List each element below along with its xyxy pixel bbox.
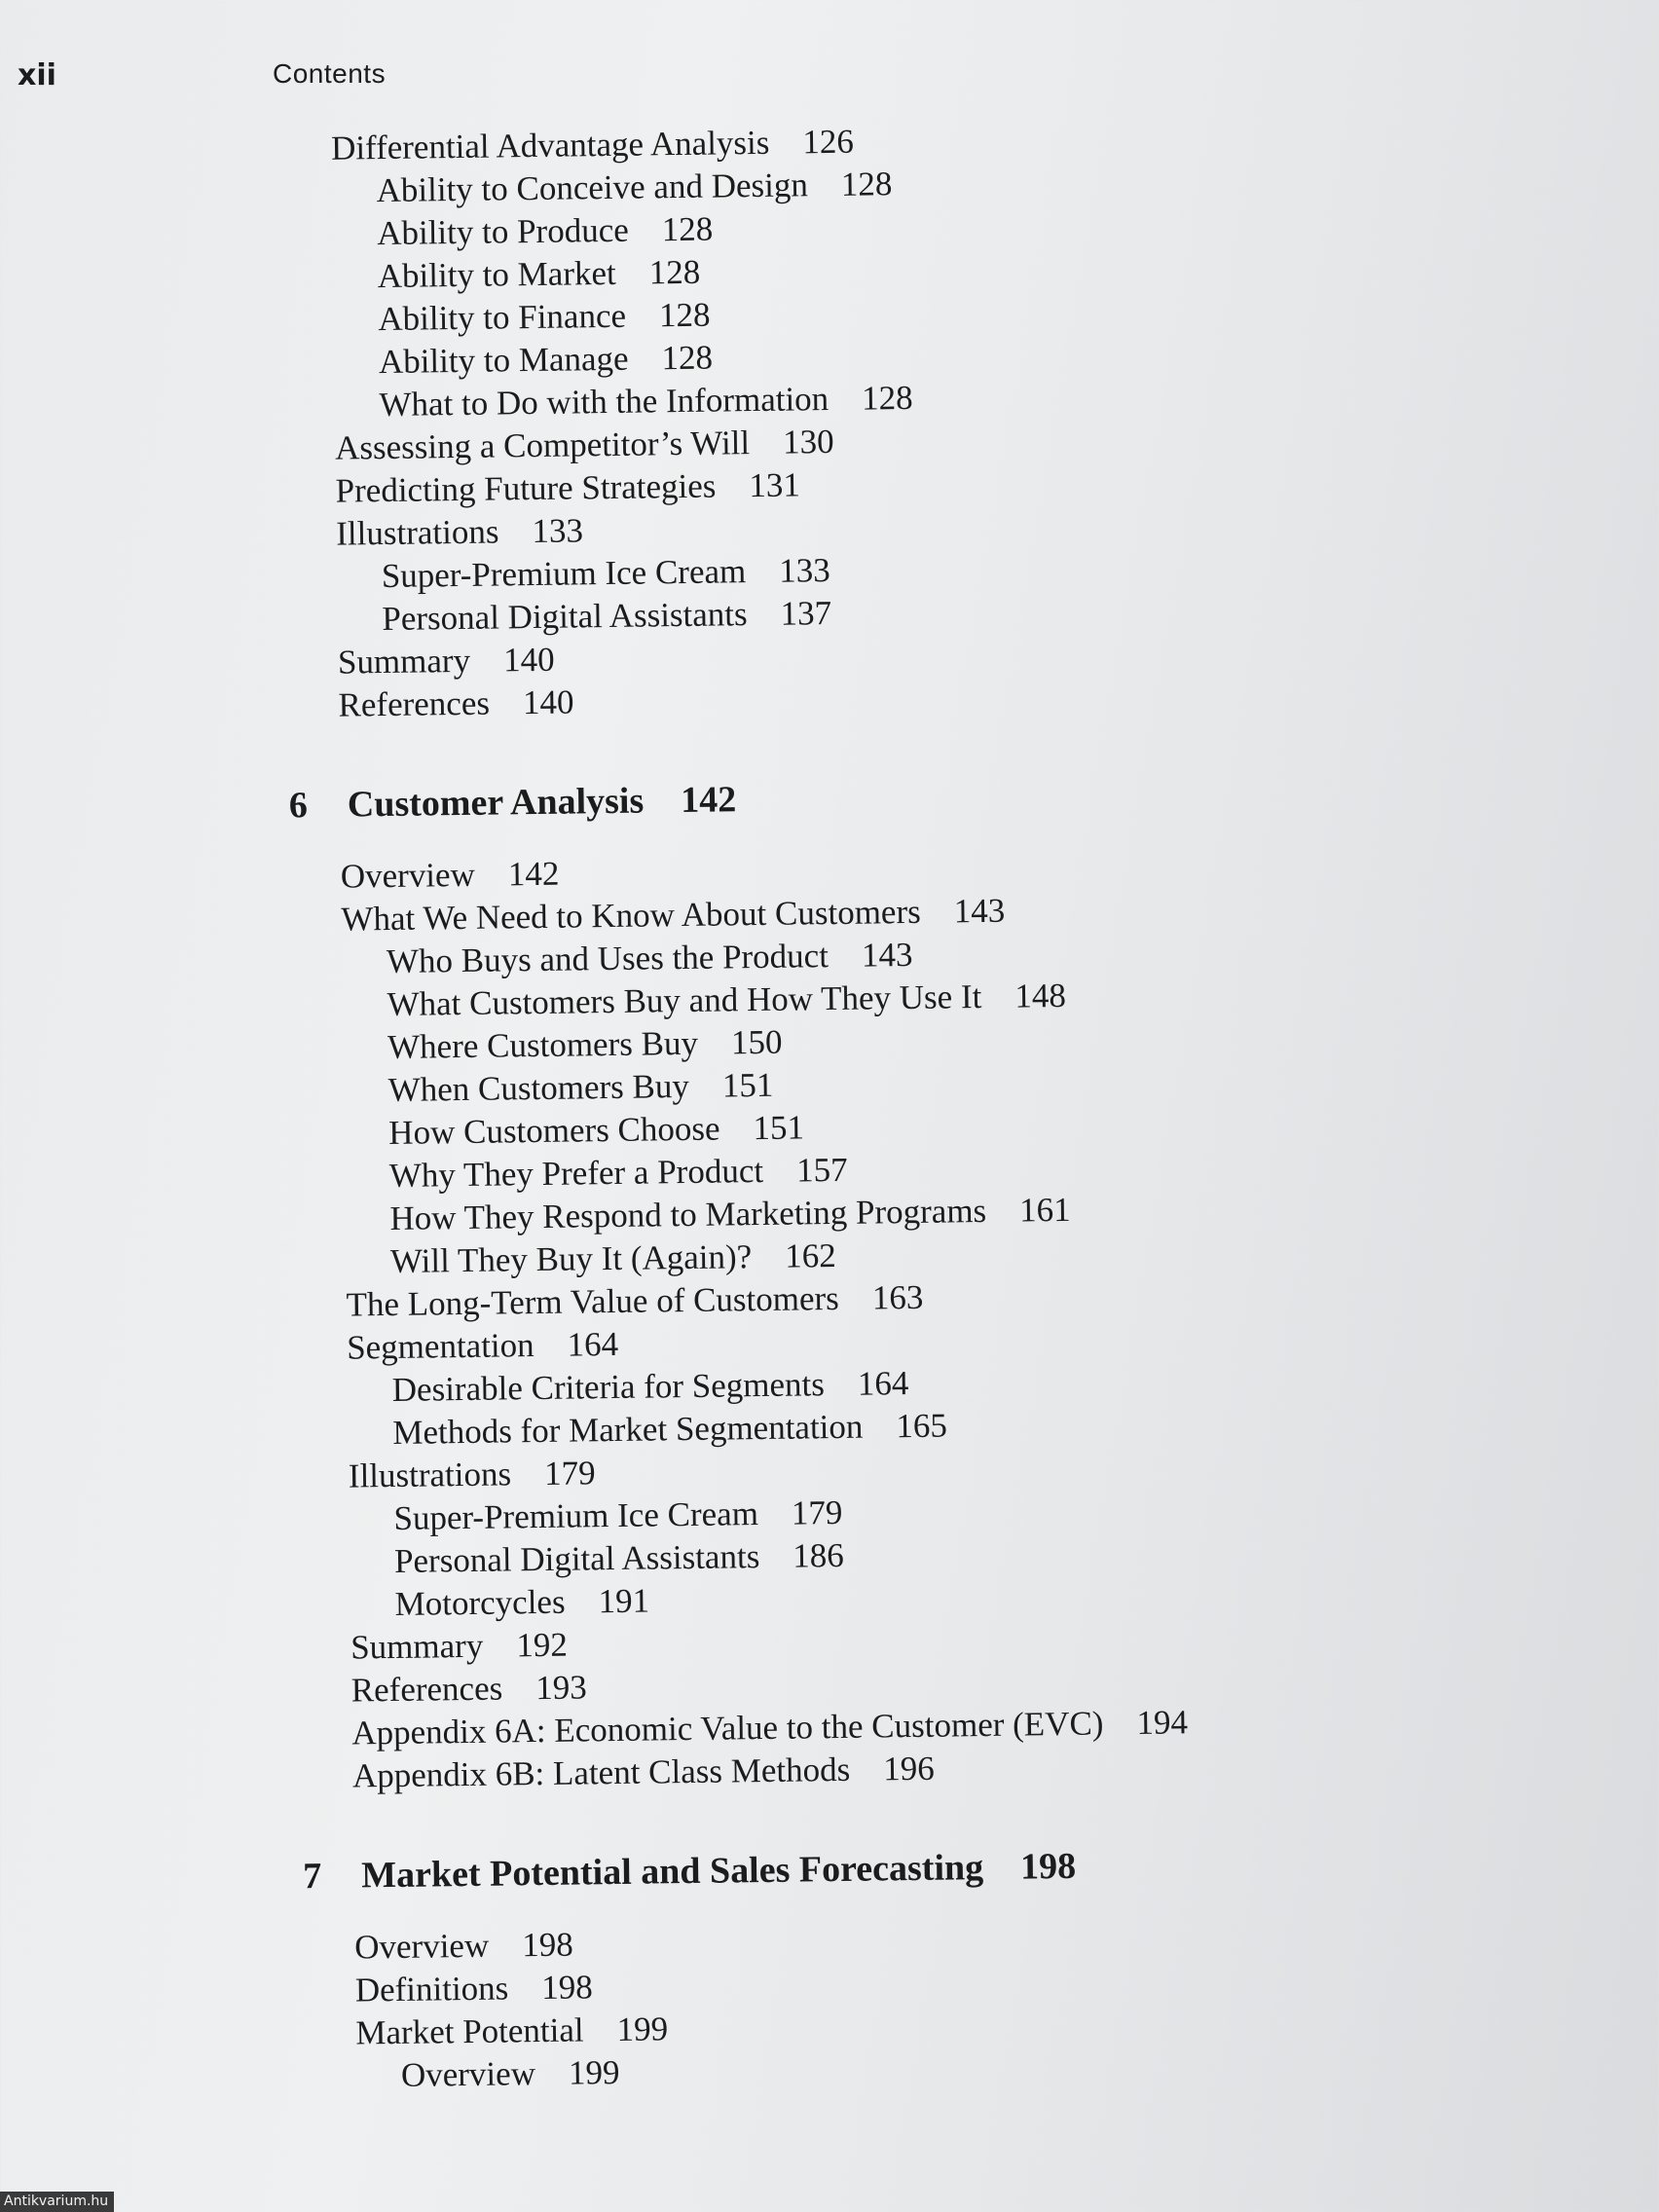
toc-entry-title: Methods for Market Segmentation xyxy=(392,1407,864,1452)
toc-entry-page: 198 xyxy=(521,1925,573,1965)
toc-entry-title: Personal Digital Assistants xyxy=(382,595,748,639)
chapter-number: 7 xyxy=(302,1855,322,1898)
toc-entry-page: 192 xyxy=(516,1625,569,1665)
toc-entry-page: 179 xyxy=(791,1493,843,1532)
site-watermark: Antikvarium.hu xyxy=(0,2192,114,2212)
toc-entry-title: When Customers Buy xyxy=(387,1066,690,1110)
toc-entry-title: Why They Prefer a Product xyxy=(388,1151,764,1195)
toc-entry-title: Ability to Finance xyxy=(378,296,627,339)
toc-entry-page: 128 xyxy=(840,165,893,203)
chapter-title: Customer Analysis xyxy=(347,780,645,826)
toc-entry-title: Illustrations xyxy=(348,1455,512,1495)
toc-entry-page: 161 xyxy=(1018,1190,1071,1230)
toc-entry xyxy=(387,1023,783,1067)
toc-entry xyxy=(379,339,714,382)
toc-entry xyxy=(394,1582,649,1624)
toc-entry-title: Definitions xyxy=(354,1969,509,2009)
toc-entry xyxy=(392,1407,947,1453)
running-head: Contents xyxy=(273,58,387,89)
toc-entry-title: Appendix 6A: Economic Value to the Customer (EVC) xyxy=(351,1704,1104,1752)
toc-entry-page: 198 xyxy=(541,1968,594,2008)
toc-entry-title: Overview xyxy=(340,855,476,896)
toc-entry xyxy=(377,210,714,254)
toc-entry xyxy=(350,1626,568,1668)
toc-entry xyxy=(379,379,913,424)
toc-entry-page: 148 xyxy=(1014,976,1067,1015)
toc-entry-page: 140 xyxy=(502,640,555,680)
toc-entry xyxy=(390,1236,836,1281)
toc-entry-page: 151 xyxy=(721,1065,774,1105)
toc-entry-title: Assessing a Competitor’s Will xyxy=(334,424,751,467)
toc-entry-page: 194 xyxy=(1136,1703,1189,1742)
toc-entry-title: Appendix 6B: Latent Class Methods xyxy=(351,1750,851,1795)
toc-entry-title: Personal Digital Assistants xyxy=(393,1537,760,1580)
toc-entry xyxy=(338,641,555,682)
toc-entry-title: Market Potential xyxy=(355,2010,584,2052)
toc-entry-page: 193 xyxy=(535,1668,587,1708)
toc-entry-page: 128 xyxy=(661,338,714,378)
toc-entry xyxy=(351,1703,1188,1752)
toc-entry-title: What We Need to Know About Customers xyxy=(341,892,921,939)
toc-entry-title: Summary xyxy=(337,641,471,682)
toc-entry-page: 164 xyxy=(567,1324,619,1364)
toc-entry xyxy=(376,165,892,210)
toc-entry-page: 199 xyxy=(616,2009,669,2049)
toc-entry xyxy=(336,511,583,553)
toc-entry xyxy=(387,1066,773,1110)
toc-entry-page: 196 xyxy=(882,1749,935,1788)
chapter-page: 142 xyxy=(680,779,737,822)
page-folio: xii xyxy=(18,58,56,92)
toc-entry xyxy=(338,682,573,724)
toc-entry-title: Will They Buy It (Again)? xyxy=(389,1237,753,1280)
toc-entry xyxy=(335,423,834,468)
toc-entry-title: Predicting Future Strategies xyxy=(335,466,717,510)
toc-entry-page: 142 xyxy=(507,854,560,894)
toc-entry xyxy=(331,123,854,168)
toc-entry-page: 179 xyxy=(543,1454,596,1493)
toc-entry xyxy=(394,1536,844,1581)
toc-entry xyxy=(401,2053,620,2095)
toc-entry-title: References xyxy=(350,1669,503,1710)
toc-entry xyxy=(346,1278,923,1325)
toc-entry xyxy=(378,296,711,339)
toc-entry xyxy=(351,1668,587,1710)
toc-entry-page: 140 xyxy=(522,682,574,722)
toc-entry-title: The Long-Term Value of Customers xyxy=(346,1278,840,1324)
toc-entry-page: 191 xyxy=(598,1581,650,1621)
toc-entry-title: Segmentation xyxy=(346,1326,535,1367)
toc-entry-title: Desirable Criteria for Segments xyxy=(391,1365,826,1409)
toc-entry xyxy=(355,2009,668,2052)
toc-entry xyxy=(391,1364,908,1410)
toc-entry-title: Ability to Manage xyxy=(378,339,629,382)
toc-entry xyxy=(352,1750,935,1796)
toc-chapter-heading xyxy=(303,1845,1076,1898)
toc-entry-page: 199 xyxy=(568,2052,620,2092)
toc-entry-page: 133 xyxy=(532,511,584,551)
toc-entry-title: Ability to Produce xyxy=(376,210,630,253)
toc-entry-title: How They Respond to Marketing Programs xyxy=(389,1191,987,1237)
toc-entry-page: 163 xyxy=(871,1277,924,1317)
toc-entry-title: Differential Advantage Analysis xyxy=(330,123,770,167)
toc-entry-page: 150 xyxy=(730,1022,783,1062)
toc-entry-title: What Customers Buy and How They Use It xyxy=(387,977,982,1024)
toc-entry xyxy=(382,594,831,639)
toc-entry xyxy=(355,1968,593,2009)
toc-entry xyxy=(341,892,1005,940)
toc-entry-page: 165 xyxy=(896,1406,948,1446)
toc-entry xyxy=(387,936,913,981)
toc-entry-page: 162 xyxy=(784,1236,836,1275)
toc-entry-page: 128 xyxy=(658,295,711,335)
toc-entry xyxy=(389,1151,848,1196)
toc-entry-title: Motorcycles xyxy=(394,1582,566,1623)
toc-entry xyxy=(347,1325,618,1368)
toc-entry-title: Illustrations xyxy=(335,512,499,553)
chapter-page: 198 xyxy=(1019,1845,1077,1888)
toc-entry-page: 128 xyxy=(648,252,701,292)
toc-entry-title: Ability to Conceive and Design xyxy=(376,166,809,210)
chapter-number: 6 xyxy=(288,785,309,827)
toc-entry-page: 186 xyxy=(793,1535,845,1575)
toc-entry xyxy=(382,551,830,596)
toc-entry-page: 133 xyxy=(778,551,830,590)
toc-entry-page: 143 xyxy=(861,935,913,975)
toc-entry xyxy=(393,1493,842,1538)
toc-entry xyxy=(388,1108,804,1153)
toc-entry-page: 126 xyxy=(802,122,855,162)
toc-entry-title: Summary xyxy=(350,1626,484,1667)
toc-entry-title: Overview xyxy=(353,1926,490,1967)
toc-entry-title: References xyxy=(338,683,491,724)
toc-entry-title: Where Customers Buy xyxy=(387,1023,699,1067)
toc-entry-title: Who Buys and Uses the Product xyxy=(386,937,830,981)
toc-entry-title: Super-Premium Ice Cream xyxy=(393,1494,759,1537)
toc-chapter-heading xyxy=(289,778,737,827)
toc-entry-page: 128 xyxy=(861,378,913,418)
toc-entry-page: 128 xyxy=(661,209,714,249)
toc-entry-title: How Customers Choose xyxy=(388,1109,720,1153)
toc-entry xyxy=(341,855,560,897)
toc-entry-page: 157 xyxy=(795,1150,848,1190)
toc-entry-page: 130 xyxy=(782,422,834,461)
toc-entry-page: 164 xyxy=(857,1364,909,1403)
toc-entry xyxy=(387,977,1066,1024)
toc-entry-title: Overview xyxy=(400,2054,536,2094)
toc-entry-page: 143 xyxy=(953,891,1006,931)
toc-entry-title: What to Do with the Information xyxy=(379,380,830,424)
toc-entry xyxy=(389,1191,1071,1238)
chapter-title: Market Potential and Sales Forecasting xyxy=(360,1847,984,1897)
toc-entry xyxy=(349,1454,596,1495)
toc-entry xyxy=(335,465,800,510)
toc-entry-title: Super-Premium Ice Cream xyxy=(381,552,747,596)
toc-entry-page: 151 xyxy=(753,1108,805,1148)
toc-entry-page: 137 xyxy=(780,594,832,633)
toc-entry xyxy=(378,253,701,296)
toc-entry-title: Ability to Market xyxy=(377,253,616,296)
toc-entry xyxy=(354,1926,573,1968)
toc-entry-page: 131 xyxy=(749,465,801,505)
